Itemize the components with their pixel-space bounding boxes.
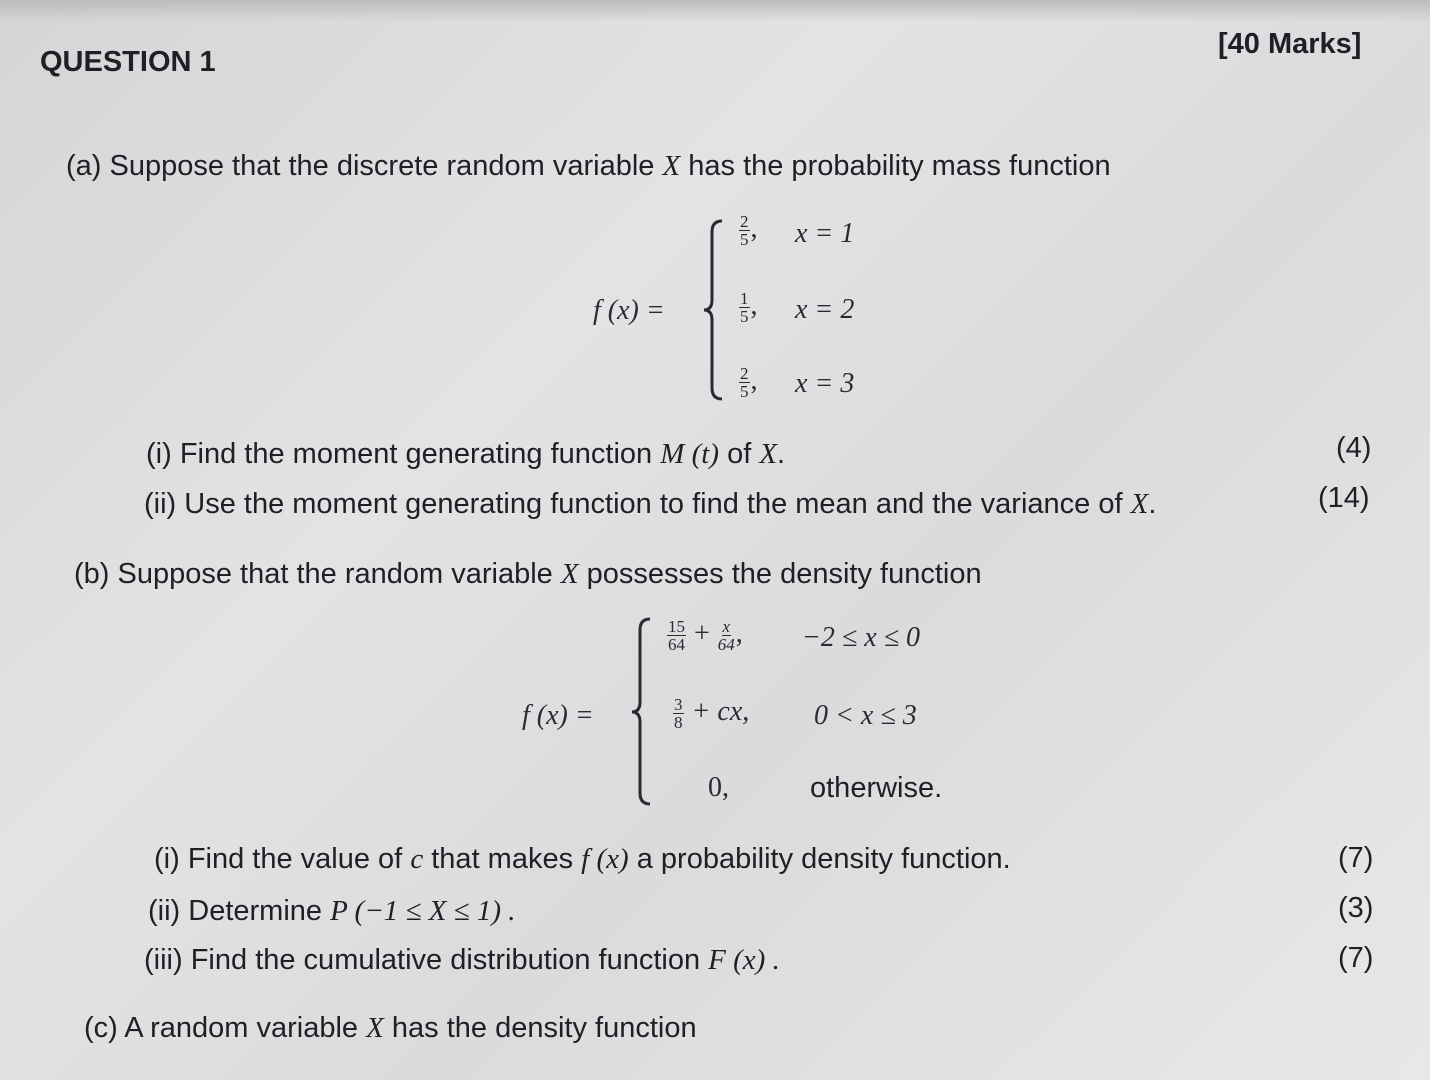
part-c-label: (c)	[84, 1012, 118, 1044]
part-b-item-i-marks: (7)	[1338, 842, 1374, 874]
part-a-text-post: has the probability mass function	[688, 150, 1111, 182]
question-heading: QUESTION 1	[40, 46, 216, 78]
item-text: Find the moment generating function	[179, 438, 653, 470]
total-marks: [40 Marks]	[1218, 28, 1362, 60]
part-c-text-post: has the density function	[391, 1012, 697, 1044]
item-text: Use the moment generating function to find the mean and the variance of	[184, 488, 1123, 520]
part-b-item-i	[154, 843, 1011, 876]
item-math: f (x)	[581, 843, 629, 875]
part-b-item-iii	[144, 944, 780, 977]
pdf-case-3: 0,	[708, 772, 729, 803]
pdf-brace	[628, 616, 658, 808]
pmf-cond-1: x = 1	[795, 218, 855, 249]
pmf-case-2: $\frac{1}{5}$ ,	[740, 289, 758, 327]
part-b-item-ii	[148, 895, 515, 928]
pmf-lhs: f (x) =	[593, 295, 665, 326]
item-text-mid: that makes	[431, 843, 574, 875]
item-label: (iii)	[144, 944, 183, 976]
part-a-text-pre: Suppose that the discrete random variable	[109, 150, 655, 182]
pdf-cond-1: −2 ≤ x ≤ 0	[802, 622, 921, 653]
item-var: c	[410, 843, 424, 875]
part-a-label: (a)	[66, 150, 102, 182]
part-b-item-iii-marks: (7)	[1338, 942, 1374, 974]
pdf-cond-3: otherwise.	[810, 772, 943, 804]
item-math: P (−1 ≤ X ≤ 1) .	[330, 895, 516, 927]
pmf-cond-3: x = 3	[795, 368, 855, 399]
part-b-var: X	[560, 558, 579, 590]
part-c-var: X	[366, 1012, 384, 1044]
part-a-item-i-marks: (4)	[1336, 432, 1372, 464]
item-text: Find the value of	[187, 843, 403, 875]
top-edge-shadow	[0, 0, 1430, 22]
pmf-cond-2: x = 2	[795, 294, 855, 325]
part-a-var: X	[662, 150, 681, 182]
item-label: (ii)	[144, 488, 177, 520]
pmf-case-1: $\frac{2}{5}$ ,	[740, 212, 758, 250]
pdf-case-1: $\frac{15}{64}$ + $\frac{x}{64}$ ,	[668, 617, 743, 655]
item-math: F (x) .	[708, 944, 780, 976]
item-text: Determine	[188, 895, 323, 927]
part-a-item-ii: (ii) Use the moment generating function to find the mean and the variance of X.	[144, 488, 1157, 520]
part-a-intro	[66, 150, 1111, 183]
part-c-text-pre: A random variable	[124, 1012, 359, 1044]
part-a-item-i: (i) Find the moment generating function M (t) of X.	[146, 438, 786, 470]
item-label: (i)	[154, 843, 180, 875]
pdf-cond-2: 0 < x ≤ 3	[814, 700, 917, 731]
item-text-post: a probability density function.	[636, 843, 1011, 875]
item-label: (ii)	[148, 895, 181, 927]
item-label: (i)	[146, 438, 172, 470]
item-math: M (t)	[660, 438, 720, 470]
pdf-case-2: $\frac{3}{8}$ + cx,	[674, 695, 750, 733]
part-c-intro	[84, 1012, 697, 1045]
part-b-intro	[74, 558, 982, 591]
part-b-label: (b)	[74, 558, 110, 590]
part-b-text-pre: Suppose that the random variable	[117, 558, 553, 590]
part-b-text-post: possesses the density function	[586, 558, 982, 590]
item-var: X	[1130, 488, 1149, 520]
item-var: X	[759, 438, 778, 470]
item-text-mid: of	[727, 438, 752, 470]
part-b-item-ii-marks: (3)	[1338, 892, 1374, 924]
pmf-case-3: $\frac{2}{5}$ ,	[740, 364, 758, 402]
pdf-lhs: f (x) =	[522, 700, 594, 731]
item-text: Find the cumulative distribution function	[190, 944, 701, 976]
part-a-item-ii-marks: (14)	[1318, 482, 1370, 514]
pmf-brace	[700, 218, 730, 403]
